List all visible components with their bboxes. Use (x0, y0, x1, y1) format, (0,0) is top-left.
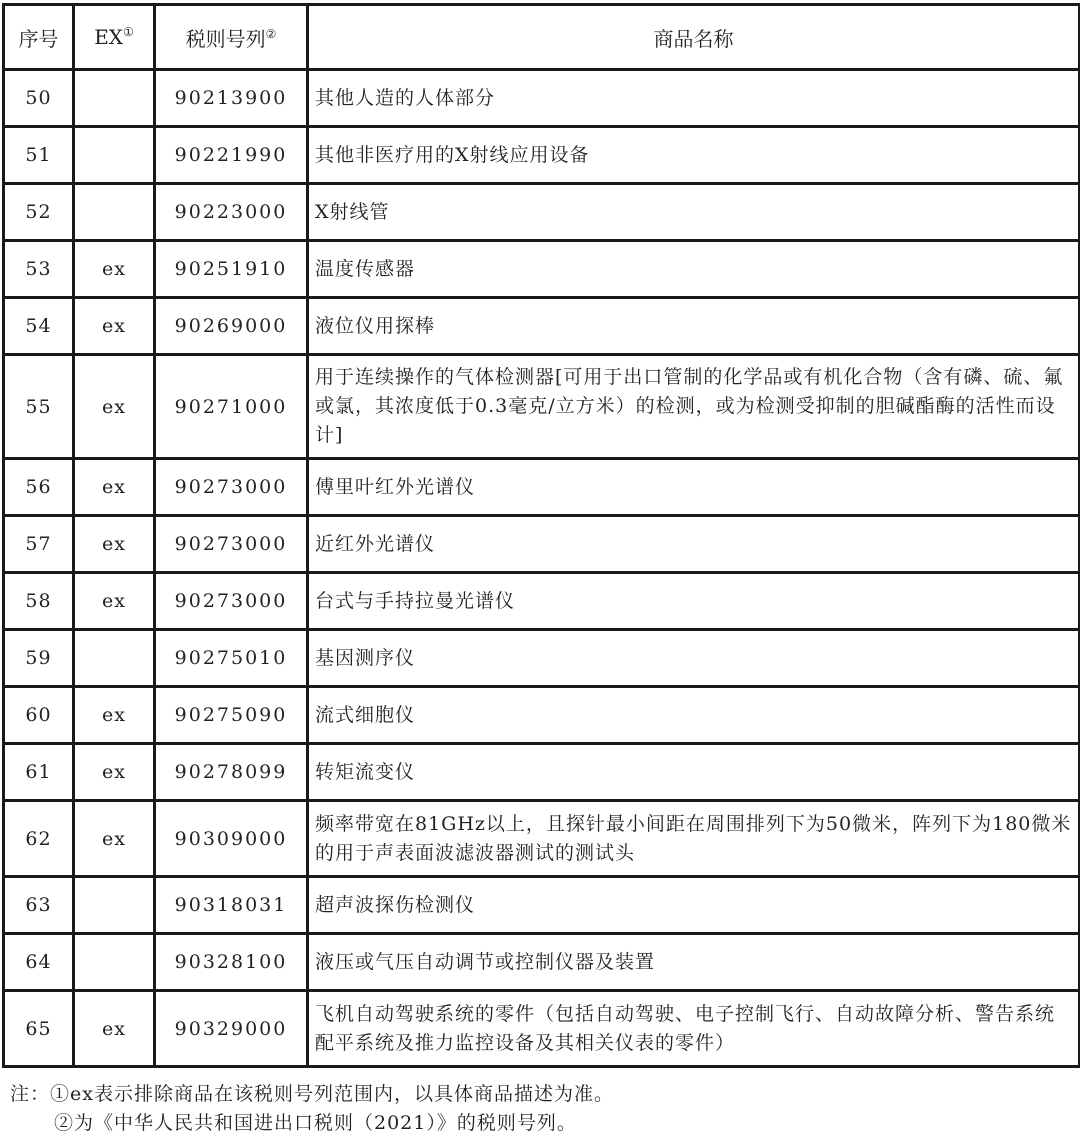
name-cell: X射线管 (308, 184, 1080, 241)
code-cell: 90273000 (155, 516, 308, 573)
table-row (4, 70, 1080, 127)
name-cell: 其他人造的人体部分 (308, 70, 1080, 127)
code-cell: 90328100 (155, 934, 308, 991)
code-cell: 90221990 (155, 127, 308, 184)
code-cell: 90275090 (155, 687, 308, 744)
header-code (155, 5, 308, 70)
seq-cell: 60 (4, 687, 74, 744)
code-cell: 90318031 (155, 877, 308, 934)
ex-cell (74, 127, 155, 184)
seq-cell: 64 (4, 934, 74, 991)
table-row (4, 877, 1080, 934)
code-cell: 90273000 (155, 573, 308, 630)
header-name: 商品名称 (308, 5, 1080, 70)
table-row (4, 801, 1080, 877)
name-cell: 流式细胞仪 (308, 687, 1080, 744)
ex-cell: ex (74, 298, 155, 355)
table-row (4, 241, 1080, 298)
code-cell: 90275010 (155, 630, 308, 687)
code-cell: 90269000 (155, 298, 308, 355)
seq-cell: 58 (4, 573, 74, 630)
footnotes (10, 1080, 614, 1138)
name-cell: 其他非医疗用的X射线应用设备 (308, 127, 1080, 184)
table-row (4, 991, 1080, 1067)
name-cell: 频率带宽在81GHz以上，且探针最小间距在周围排列下为50微米，阵列下为180微米的用于声表面波滤波器测试的测试头 (308, 801, 1080, 877)
seq-cell: 51 (4, 127, 74, 184)
code-cell: 90223000 (155, 184, 308, 241)
seq-cell: 54 (4, 298, 74, 355)
ex-cell: ex (74, 459, 155, 516)
ex-cell (74, 184, 155, 241)
code-cell: 90278099 (155, 744, 308, 801)
table-row (4, 298, 1080, 355)
ex-cell (74, 630, 155, 687)
ex-cell (74, 70, 155, 127)
header-code-label: 税则号列 (185, 26, 266, 51)
seq-cell: 52 (4, 184, 74, 241)
seq-cell: 50 (4, 70, 74, 127)
seq-cell: 65 (4, 991, 74, 1067)
table-row (4, 184, 1080, 241)
seq-cell: 53 (4, 241, 74, 298)
code-cell: 90329000 (155, 991, 308, 1067)
name-cell: 液位仪用探棒 (308, 298, 1080, 355)
footnote-1: 注：①ex表示排除商品在该税则号列范围内，以具体商品描述为准。 (10, 1083, 614, 1105)
header-seq: 序号 (4, 5, 74, 70)
seq-cell: 57 (4, 516, 74, 573)
seq-cell: 63 (4, 877, 74, 934)
commodity-table (2, 3, 1080, 1068)
table-row (4, 573, 1080, 630)
name-cell: 温度传感器 (308, 241, 1080, 298)
ex-cell: ex (74, 801, 155, 877)
ex-cell: ex (74, 991, 155, 1067)
ex-cell: ex (74, 744, 155, 801)
name-cell: 液压或气压自动调节或控制仪器及装置 (308, 934, 1080, 991)
name-cell: 超声波探伤检测仪 (308, 877, 1080, 934)
code-cell: 90273000 (155, 459, 308, 516)
footnote-2-marker: ② (265, 26, 277, 41)
footnote-2: ②为《中华人民共和国进出口税则（2021）》的税则号列。 (54, 1112, 577, 1134)
name-cell: 近红外光谱仪 (308, 516, 1080, 573)
table-row (4, 355, 1080, 459)
table-row (4, 630, 1080, 687)
header-ex-label: EX (94, 25, 124, 49)
seq-cell: 56 (4, 459, 74, 516)
ex-cell (74, 934, 155, 991)
footnote-1-marker: ① (123, 25, 134, 39)
seq-cell: 62 (4, 801, 74, 877)
table-row (4, 127, 1080, 184)
seq-cell: 61 (4, 744, 74, 801)
ex-cell (74, 877, 155, 934)
name-cell: 飞机自动驾驶系统的零件（包括自动驾驶、电子控制飞行、自动故障分析、警告系统配平系统及推力监控设备及其相关仪表的零件） (308, 991, 1080, 1067)
seq-cell: 59 (4, 630, 74, 687)
table-row (4, 687, 1080, 744)
table-row (4, 934, 1080, 991)
header-ex (74, 5, 155, 70)
ex-cell: ex (74, 573, 155, 630)
name-cell: 傅里叶红外光谱仪 (308, 459, 1080, 516)
ex-cell: ex (74, 355, 155, 459)
table-row (4, 744, 1080, 801)
code-cell: 90213900 (155, 70, 308, 127)
table-header-row (4, 5, 1080, 70)
code-cell: 90251910 (155, 241, 308, 298)
name-cell: 台式与手持拉曼光谱仪 (308, 573, 1080, 630)
name-cell: 用于连续操作的气体检测器[可用于出口管制的化学品或有机化合物（含有磷、硫、氟或氯，其浓度低于0.3毫克/立方米）的检测，或为检测受抑制的胆碱酯酶的活性而设计] (308, 355, 1080, 459)
name-cell: 转矩流变仪 (308, 744, 1080, 801)
table-row (4, 516, 1080, 573)
ex-cell: ex (74, 687, 155, 744)
ex-cell: ex (74, 516, 155, 573)
table-row (4, 459, 1080, 516)
code-cell: 90309000 (155, 801, 308, 877)
code-cell: 90271000 (155, 355, 308, 459)
seq-cell: 55 (4, 355, 74, 459)
ex-cell: ex (74, 241, 155, 298)
name-cell: 基因测序仪 (308, 630, 1080, 687)
